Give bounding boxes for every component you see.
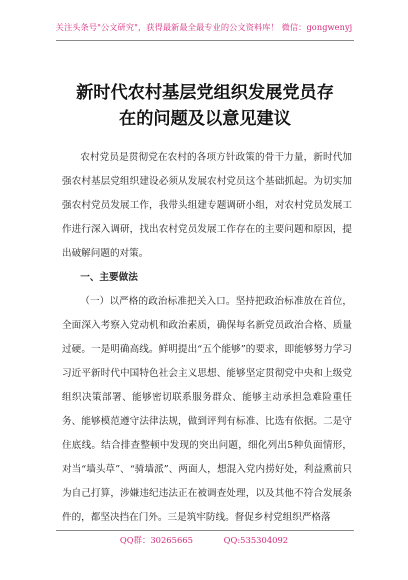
- footer-divider: [56, 530, 354, 531]
- footer-qq-group: QQ群：30265665: [119, 535, 193, 545]
- document-body: [62, 146, 352, 530]
- header-banner: 关注头条号"公文研究"，获得最新最全最专业的公文资料库！ 微信：gongwenyj: [55, 22, 353, 32]
- document-title: [40, 80, 370, 132]
- section-paragraph-political-standard: （一）以严格的政治标准把关入口。坚持把政治标准放在首位，全面深入考察入党动机和政治素质，确保每名新党员政治合格、质量过硬。一是明确高线。鲜明提出“五个能够”的要求，即能够努力学习习近平新时代中国特色社会主义思想、能够坚定贯彻党中央和上级党组织决策部署、能够密切联系服务群众、能够主动承担急难险重任务、能够模范遵守法律法规，做到评判有标准、比选有依据。二是守住底线。结合排查整顿中发现的突出问题，细化列出5种负面情形，对当“墙头草”、“骑墙派”、两面人，想混入党内捞好处，利益熏前只为自己打算，涉嫌违纪违法正在被调查处理，以及其他不符合发展条件的，都坚决挡在门外。三是筑牢防线。督促乡村党组织严格落: [62, 296, 352, 523]
- title-line-1: 新时代农村基层党组织发展党员存: [76, 83, 334, 103]
- header-divider: [56, 40, 354, 41]
- footer-qq-contact: QQ:535304092: [223, 535, 289, 545]
- intro-paragraph: 农村党员是贯彻党在农村的各项方针政策的骨干力量，新时代加强农村基层党组织建设必须从发展农村党员这个基础抓起。为切实加强农村党员发展工作，我带头组建专题调研小组，对农村党员发展工作进行深入调研，找出农村党员发展工作存在的主要问题和原因，提出破解问题的对策。: [62, 152, 352, 259]
- footer: [0, 534, 408, 546]
- title-line-2: 在的问题及以意见建议: [119, 109, 291, 129]
- section-heading-main-practices: 一、主要做法: [80, 272, 138, 283]
